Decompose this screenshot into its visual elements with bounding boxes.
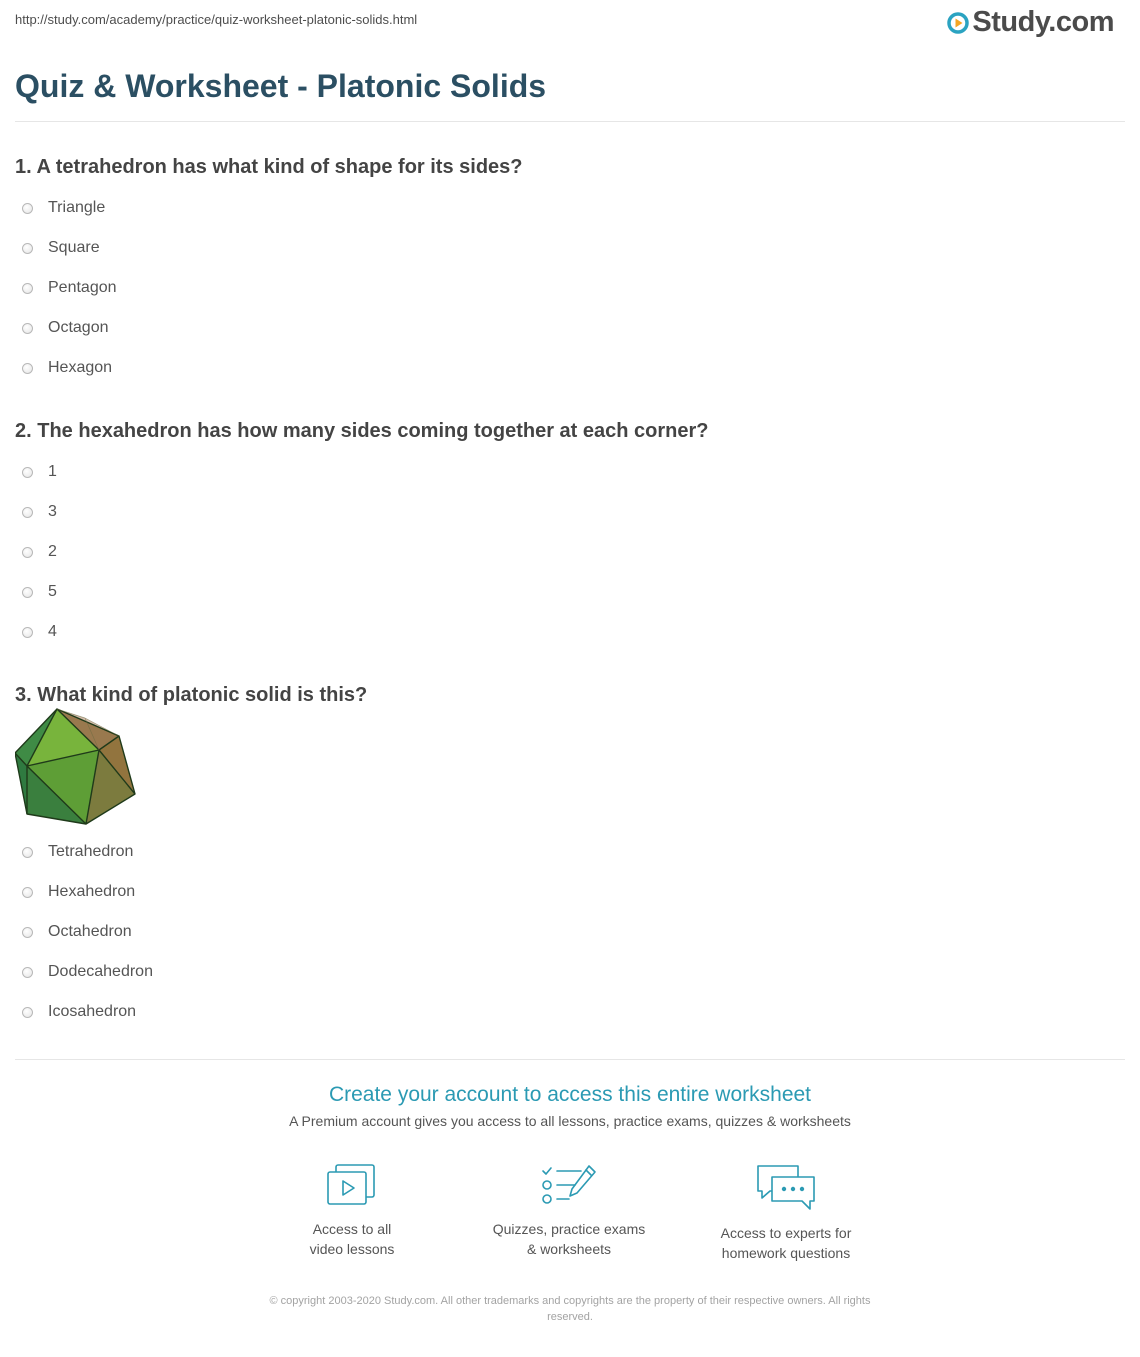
copyright-notice: © copyright 2003-2020 Study.com. All other trademarks and copyrights are the property of their respective owners. All rights reserved. (269, 1295, 871, 1323)
premium-description: A Premium account gives you access to all lessons, practice exams, quizzes & worksheets (289, 1113, 851, 1129)
radio-button[interactable] (22, 243, 33, 254)
answer-option[interactable] (22, 308, 117, 348)
option-label: Square (48, 239, 100, 256)
answer-option[interactable] (22, 572, 57, 612)
option-label: 5 (48, 583, 57, 600)
radio-button[interactable] (22, 547, 33, 558)
title-divider (15, 121, 1125, 122)
question-2-options (22, 452, 57, 652)
icosahedron-image (15, 706, 137, 826)
question-1: 1. A tetrahedron has what kind of shape for its sides? (15, 156, 523, 178)
question-2: 2. The hexahedron has how many sides coming together at each corner? (15, 420, 709, 442)
answer-option[interactable] (22, 952, 153, 992)
question-3-options (22, 832, 153, 1032)
answer-option[interactable] (22, 612, 57, 652)
option-label: Hexahedron (48, 883, 136, 900)
option-label: 1 (48, 463, 57, 480)
option-label: Octahedron (48, 923, 132, 940)
feature-label: Access to experts for homework questions (720, 1225, 852, 1261)
radio-button[interactable] (22, 627, 33, 638)
radio-button[interactable] (22, 283, 33, 294)
radio-button[interactable] (22, 847, 33, 858)
option-label: Tetrahedron (48, 843, 134, 860)
radio-button[interactable] (22, 203, 33, 214)
option-label: Triangle (48, 199, 106, 216)
radio-button[interactable] (22, 927, 33, 938)
question-1-options (22, 188, 117, 388)
section-divider (15, 1059, 1125, 1060)
radio-button[interactable] (22, 1007, 33, 1018)
answer-option[interactable] (22, 452, 57, 492)
option-label: 4 (48, 623, 57, 640)
radio-button[interactable] (22, 323, 33, 334)
video-lessons-icon (326, 1163, 378, 1207)
answer-option[interactable] (22, 872, 153, 912)
logo-text: Study.com (972, 6, 1114, 38)
question-3: 3. What kind of platonic solid is this? (15, 684, 368, 706)
page-title: Quiz & Worksheet - Platonic Solids (15, 68, 547, 104)
answer-option[interactable] (22, 912, 153, 952)
option-label: Icosahedron (48, 1003, 137, 1020)
radio-button[interactable] (22, 967, 33, 978)
answer-option[interactable] (22, 492, 57, 532)
study-logo[interactable] (947, 6, 1114, 39)
option-label: Dodecahedron (48, 963, 153, 980)
create-account-link[interactable]: Create your account to access this entire worksheet (328, 1083, 812, 1106)
answer-option[interactable] (22, 228, 117, 268)
option-label: Pentagon (48, 279, 117, 296)
feature-video-lessons (252, 1163, 452, 1259)
quiz-checklist-icon (541, 1163, 597, 1207)
feature-experts (686, 1163, 886, 1263)
answer-option[interactable] (22, 188, 117, 228)
chat-bubbles-icon (754, 1163, 818, 1211)
answer-option[interactable] (22, 832, 153, 872)
page-url[interactable]: http://study.com/academy/practice/quiz-worksheet-platonic-solids.html (15, 12, 418, 27)
radio-button[interactable] (22, 363, 33, 374)
answer-option[interactable] (22, 348, 117, 388)
radio-button[interactable] (22, 467, 33, 478)
feature-quizzes (469, 1163, 669, 1259)
option-label: Octagon (48, 319, 109, 336)
option-label: Hexagon (48, 359, 113, 376)
top-bar (0, 0, 1140, 50)
radio-button[interactable] (22, 887, 33, 898)
option-label: 2 (48, 543, 57, 560)
option-label: 3 (48, 503, 57, 520)
answer-option[interactable] (22, 992, 153, 1032)
feature-label: Quizzes, practice exams & worksheets (492, 1221, 646, 1257)
radio-button[interactable] (22, 587, 33, 598)
study-play-icon (947, 12, 969, 34)
answer-option[interactable] (22, 532, 57, 572)
radio-button[interactable] (22, 507, 33, 518)
answer-option[interactable] (22, 268, 117, 308)
feature-label: Access to all video lessons (309, 1221, 395, 1257)
